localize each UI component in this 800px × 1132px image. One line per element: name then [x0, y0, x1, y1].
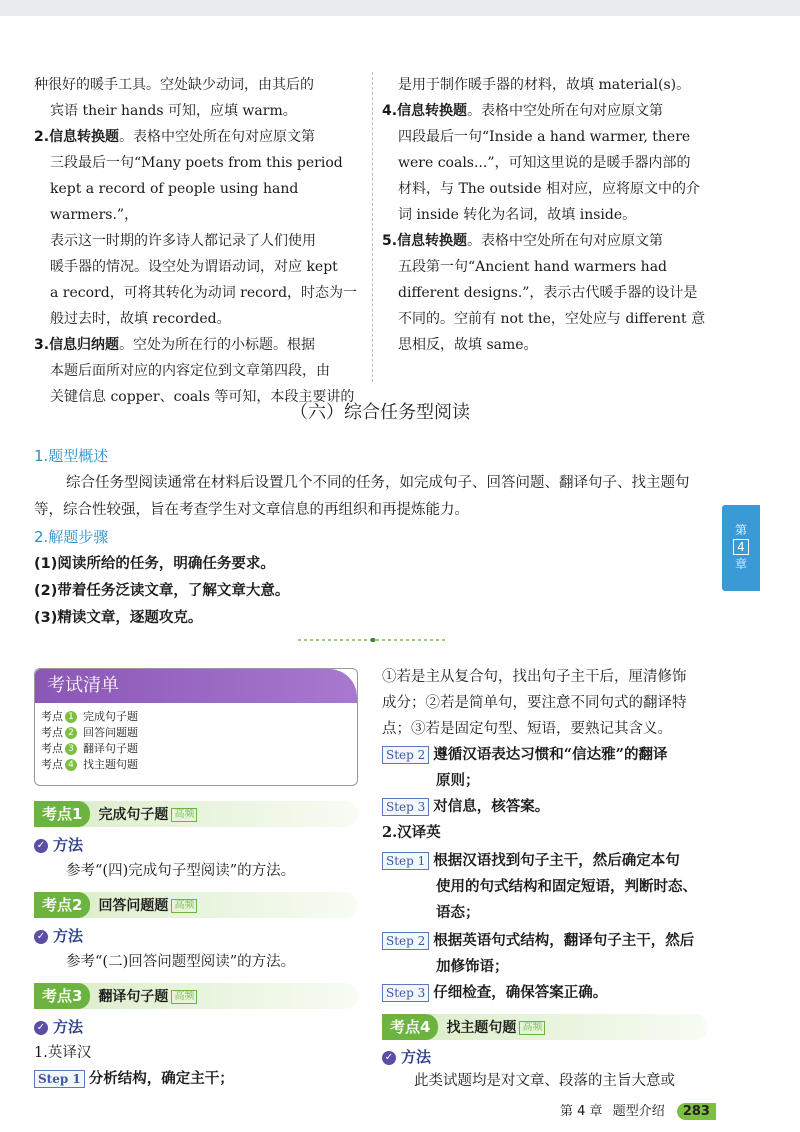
kp2-method: ✓ 方法	[34, 925, 83, 946]
item-2: 2.信息转换题。表格中空处所在句对应原文第	[34, 129, 316, 145]
steps-heading: 2.解题步骤	[34, 528, 109, 546]
text-line: 三段最后一句“Many poets from this period	[50, 155, 343, 171]
top-right-column	[382, 72, 712, 358]
item-4: 4.信息转换题。表格中空处所在句对应原文第	[382, 103, 664, 119]
page-number: 283	[677, 1103, 716, 1120]
text-line: different designs.”，表示古代暖手器的设计是	[398, 285, 698, 301]
text-line: 暖手器的情况。设空处为谓语动词，对应 kept	[50, 259, 338, 275]
page-footer	[560, 1100, 716, 1120]
kp1-method: ✓ 方法	[34, 834, 83, 855]
text-line: 四段最后一句“Inside a hand warmer, there	[398, 129, 691, 145]
overview-heading: 1.题型概述	[34, 447, 109, 465]
text-line: 是用于制作暖手器的材料，故填 material(s)。	[398, 77, 691, 93]
step-item: (2)带着任务泛读文章，了解文章大意。	[34, 583, 290, 599]
kp1-text: 参考“(四)完成句子型阅读”的方法。	[66, 863, 296, 879]
kp3-method: ✓ 方法	[34, 1016, 83, 1037]
text-line: a record，可将其转化为动词 record，时态为一	[50, 285, 358, 301]
check-icon: ✓	[34, 930, 48, 944]
text-line: 般过去时，故填 recorded。	[50, 311, 231, 327]
overview-text: 综合任务型阅读通常在材料后设置几个不同的任务，如完成句子、回答问题、翻译句子、找主题句等，综合性较强，旨在考查学生对文章信息的再组织和再提炼能力。	[34, 475, 690, 518]
text-line: 种很好的暖手工具。空处缺少动词，由其后的	[34, 77, 314, 93]
chapter-tab[interactable]: 第 4 章	[722, 505, 760, 591]
kp1-header: 考点1 完成句子题 高频	[34, 801, 358, 827]
cn-step1: Step 1 根据汉语找到句子主干，然后确定本句 使用的句式结构和固定短语，判断时态、 语态；	[382, 848, 714, 926]
text-line: 思相反，故填 same。	[398, 337, 538, 353]
kp4-header: 考点4 找主题句题 高频	[382, 1014, 708, 1040]
check-icon: ✓	[34, 1021, 48, 1035]
section-title: （六）综合任务型阅读	[290, 402, 470, 423]
footer-chapter: 第 4 章	[560, 1104, 603, 1119]
item-3: 3.信息归纳题。空处为所在行的小标题。根据	[34, 337, 316, 353]
dotted-separator	[298, 638, 448, 642]
en-step3: Step 3 对信息，核答案。	[382, 794, 714, 820]
list-item[interactable]: 考点 1 完成句子题	[41, 710, 138, 723]
text-line: 材料，与 The outside 相对应，应将原文中的介	[398, 181, 700, 197]
text-line: 词 inside 转化为名词，故填 inside。	[398, 207, 637, 223]
kp4-text: 此类试题均是对文章、段落的主旨大意或	[414, 1073, 675, 1089]
column-divider	[372, 72, 373, 382]
exam-checklist-items	[35, 703, 357, 773]
list-item[interactable]: 考点 4 找主题句题	[41, 758, 138, 771]
en-step2: Step 2 遵循汉语表达习惯和“信达雅”的翻译 原则；	[382, 742, 714, 794]
kp4-method: ✓ 方法	[382, 1046, 431, 1067]
page-top-edge	[0, 0, 800, 16]
check-icon: ✓	[382, 1051, 396, 1065]
list-item[interactable]: 考点 2 回答问题题	[41, 726, 138, 739]
cn-step3: Step 3 仔细检查，确保答案正确。	[382, 980, 714, 1006]
overview-block	[34, 443, 714, 632]
kp3-step1: Step 1 分析结构，确定主干；	[34, 1066, 354, 1092]
step-item: (1)阅读所给的任务，明确任务要求。	[34, 556, 275, 572]
item-5: 5.信息转换题。表格中空处所在句对应原文第	[382, 233, 664, 249]
text-line: 表示这一时期的许多诗人都记录了人们使用	[50, 233, 316, 249]
exam-checklist	[34, 668, 358, 786]
sub-han-ying: 2.汉译英	[382, 824, 441, 841]
kp3-sub: 1.英译汉	[34, 1045, 92, 1061]
text-line: 不同的。空前有 not the，空处应与 different 意	[398, 311, 706, 327]
text-line: 本题后面所对应的内容定位到文章第四段，由	[50, 363, 330, 379]
kp2-header: 考点2 回答问题题 高频	[34, 892, 358, 918]
list-item[interactable]: 考点 3 翻译句子题	[41, 742, 138, 755]
text-line: kept a record of people using hand warmers.”，	[50, 181, 299, 223]
text-line: were coals...”，可知这里说的是暖手器内部的	[398, 155, 691, 171]
text-line: 关键信息 copper、coals 等可知，本段主要讲的	[50, 389, 355, 405]
kp3-header: 考点3 翻译句子题 高频	[34, 983, 358, 1009]
check-icon: ✓	[34, 839, 48, 853]
cn-step2: Step 2 根据英语句式结构，翻译句子主干，然后 加修饰语；	[382, 928, 714, 980]
top-left-column	[34, 72, 364, 410]
right-col-intro: ①若是主从复合句，找出句子主干后，厘清修饰 成分；②若是简单句，要注意不同句式的翻译特 点；③若是固定句型、短语，要熟记其含义。	[382, 669, 687, 737]
footer-title: 题型介绍	[612, 1104, 665, 1119]
exam-checklist-title: 考试清单	[35, 669, 357, 703]
text-line: 宾语 their hands 可知，应填 warm。	[50, 103, 297, 119]
kp2-text: 参考“(二)回答问题型阅读”的方法。	[66, 954, 296, 970]
step-item: (3)精读文章，逐题攻克。	[34, 610, 203, 626]
text-line: 五段第一句“Ancient hand warmers had	[398, 259, 668, 275]
